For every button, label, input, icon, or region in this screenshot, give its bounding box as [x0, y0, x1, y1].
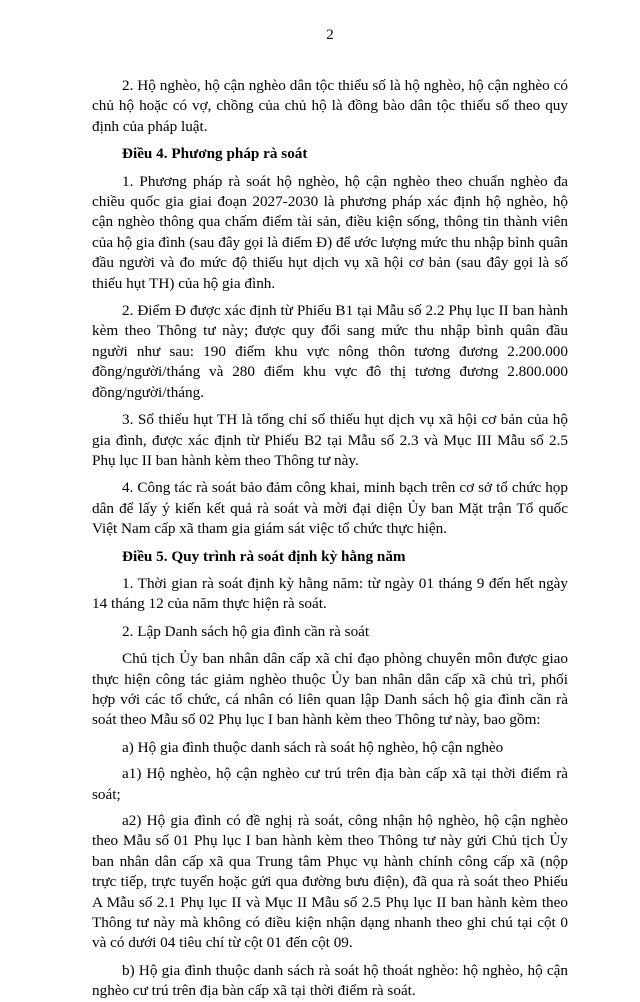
- paragraph-point-a1: a1) Hộ nghèo, hộ cận nghèo cư trú trên địa bàn cấp xã tại thời điểm rà soát;: [92, 765, 568, 803]
- heading-article4: Điều 4. Phương pháp rà soát: [122, 145, 308, 163]
- paragraph-point-a2: a2) Hộ gia đình có đề nghị rà soát, công nhận hộ nghèo, hộ cận nghèo theo Mẫu số 01 Phụ lục I ban hành kèm theo Thông tư này gửi Chủ tịch Ủy ban nhân dân cấp xã qua Trung tâm Phục vụ hành chính công cấp xã (nộp trực tiếp, trực tuyến hoặc gửi qua đường bưu điện), đã qua rà soát theo Phiếu A Mẫu số 2.1 Phụ lục II và Mục II Mẫu số 2.5 Phụ lục II ban hành kèm theo Thông tư này mà không có điều kiện nhận dạng nhanh theo ghi chú tại cột 0 và có dưới 04 tiêu chí từ cột 01 đến cột 09.: [92, 812, 568, 952]
- paragraph-point-b: b) Hộ gia đình thuộc danh sách rà soát hộ thoát nghèo: hộ nghèo, hộ cận nghèo cư trú trên địa bàn cấp xã tại thời điểm rà soát.: [92, 961, 568, 1000]
- paragraph-point-a: a) Hộ gia đình thuộc danh sách rà soát hộ nghèo, hộ cận nghèo: [122, 738, 504, 756]
- paragraph-article5-clause2: 2. Lập Danh sách hộ gia đình cần rà soát: [122, 622, 370, 640]
- heading-article5: Điều 5. Quy trình rà soát định kỳ hằng năm: [122, 547, 406, 565]
- paragraph-article4-clause3: 3. Số thiếu hụt TH là tổng chỉ số thiếu hụt dịch vụ xã hội cơ bản của hộ gia đình, được xác định từ Phiếu B2 tại Mẫu số 2.3 và Mục III Mẫu số 2.5 Phụ lục II ban hành kèm theo Thông tư này.: [92, 411, 568, 469]
- page-number: 2: [326, 27, 334, 43]
- paragraph-article5-clause2-body: Chủ tịch Ủy ban nhân dân cấp xã chỉ đạo phòng chuyên môn được giao thực hiện công tác giảm nghèo thuộc Ủy ban nhân dân cấp xã chủ trì, phối hợp với các tổ chức, cá nhân có liên quan lập Danh sách hộ gia đình cần rà soát theo Mẫu số 02 Phụ lục I ban hành kèm theo Thông tư này, bao gồm:: [92, 650, 568, 729]
- paragraph-article3-clause2: 2. Hộ nghèo, hộ cận nghèo dân tộc thiểu số là hộ nghèo, hộ cận nghèo có chủ hộ hoặc có vợ, chồng của chủ hộ là đồng bào dân tộc thiểu số theo quy định của pháp luật.: [92, 77, 568, 135]
- paragraph-article4-clause2: 2. Điểm Đ được xác định từ Phiếu B1 tại Mẫu số 2.2 Phụ lục II ban hành kèm theo Thông tư này; được quy đổi sang mức thu nhập bình quân đầu người như sau: 190 điểm khu vực nông thôn tương đương 2.200.000 đồng/người/tháng và 280 điểm khu vực đô thị tương đương 2.800.000 đồng/người/tháng.: [92, 302, 568, 401]
- paragraph-article4-clause4: 4. Công tác rà soát bảo đảm công khai, minh bạch trên cơ sở tổ chức họp dân để lấy ý kiến kết quả rà soát và mời đại diện Ủy ban Mặt trận Tổ quốc Việt Nam cấp xã tham gia giám sát việc tổ chức thực hiện.: [92, 479, 568, 538]
- paragraph-article5-clause1: 1. Thời gian rà soát định kỳ hằng năm: từ ngày 01 tháng 9 đến hết ngày 14 tháng 12 của năm thực hiện rà soát.: [92, 574, 568, 613]
- paragraph-article4-clause1: 1. Phương pháp rà soát hộ nghèo, hộ cận nghèo theo chuẩn nghèo đa chiều quốc gia giai đoạn 2027-2030 là phương pháp xác định hộ nghèo, hộ cận nghèo thông qua chấm điểm tài sản, điều kiện sống, thông tin thành viên của hộ gia đình (sau đây gọi là điểm Đ) để ước lượng mức thu nhập bình quân đầu người và đo mức độ thiếu hụt dịch vụ xã hội cơ bản (sau đây gọi là số thiếu hụt TH) của hộ gia đình.: [92, 172, 568, 292]
